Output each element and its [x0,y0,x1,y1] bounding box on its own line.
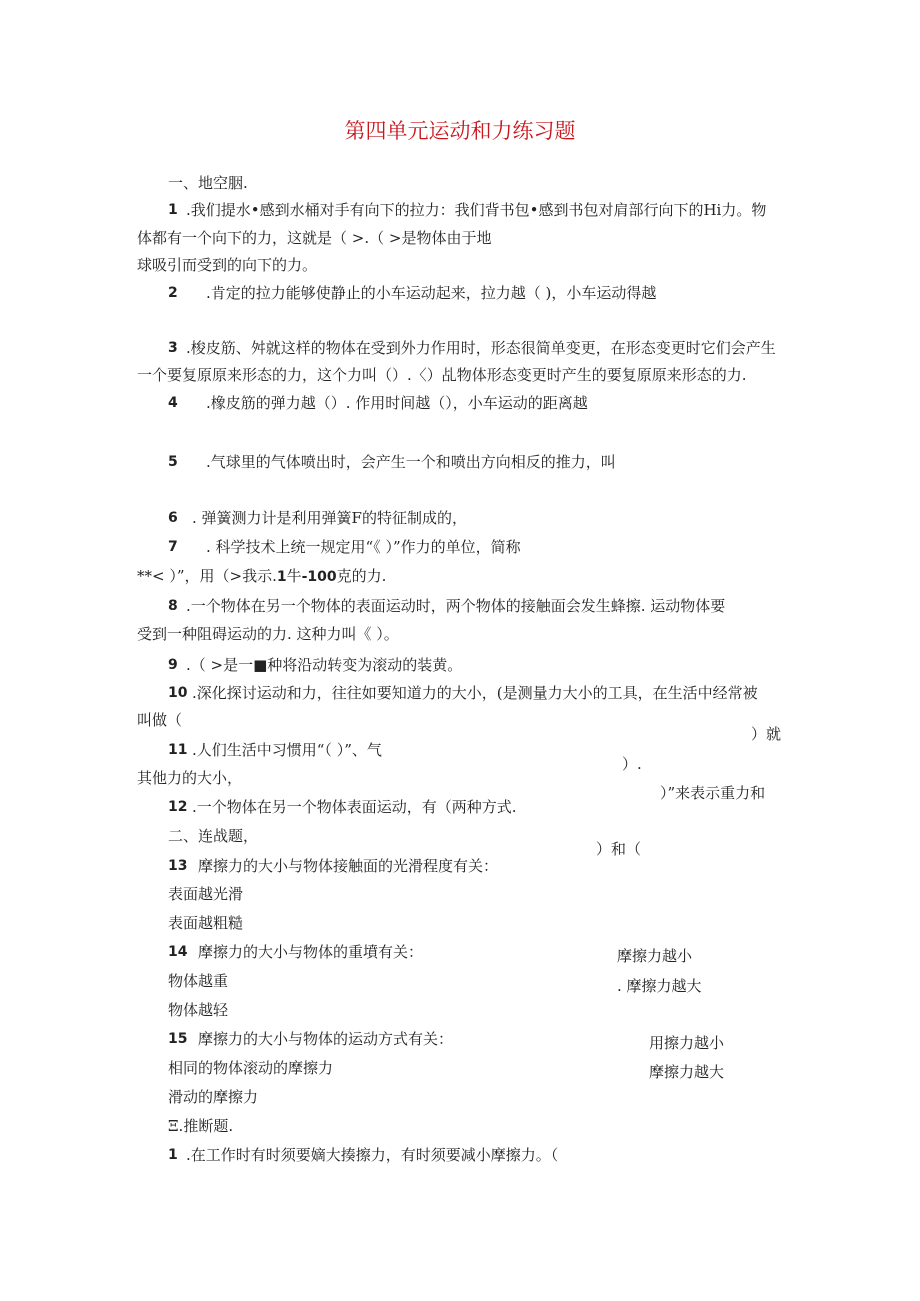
match-option: 用擦力越小 [649,1034,725,1052]
match-option: 摩擦力越大 [649,1063,725,1081]
question-number: 2 [168,285,178,301]
question-text: ）和（ [596,840,642,858]
question-text: 摩擦力的大小与物体的运动方式有关： [198,1030,454,1048]
match-option: . 摩擦力越大 [617,977,702,995]
match-item: 物体越轻 [168,1001,229,1019]
question-text: 球吸引而受到的向下的力。 [137,256,318,274]
page-title: 第四单元运动和力练习题 [344,119,576,143]
question-text: .人们生活中习惯用“（ ）”、气 [192,741,382,759]
question-number: 6 [168,510,178,526]
question-number: 1 [168,202,178,218]
question-text: 摩擦力的大小与物体接触面的光滑程度有关： [198,857,499,875]
match-item: 滑动的摩擦力 [168,1088,259,1106]
question-number: 1 [168,1147,178,1163]
question-number: 10 [168,685,188,701]
question-text: .橡皮筋的弹力越（）. 作用时间越（），小车运动的距离越 [206,394,588,412]
question-text: 一个要复原原来形态的力，这个力叫（）.〈）乩物体形态变更时产生的要复原原来形态的力. [137,366,747,384]
question-text: ）. [622,755,642,773]
question-text: ）”来表示重力和 [660,784,766,802]
question-text: 体都有一个向下的力，这就是（ >.（ >是物体由于地 [137,229,492,247]
question-number: 13 [168,858,188,874]
section-heading-fill-blank: 一、地空胭. [168,174,248,192]
question-number: 3 [168,340,178,356]
question-text: .我们提水•感到水桶对手有向下的拉力：我们背书包•感到书包对肩部行向下的Hi力。物 [186,201,767,219]
question-number: 4 [168,395,178,411]
question-text: **< ）”，用（>我示.1牛-100克的力. [137,567,387,585]
question-text: .梭皮筋、舛就这样的物体在受到外力作用时，形态很简单变更，在形态变更时它们会产生 [186,339,776,357]
match-item: 表面越粗糙 [168,914,244,932]
question-text: .一个物体在另一个物体的表面运动时，两个物体的接触面会发生蜂擦. 运动物体要 [186,597,726,615]
question-number: 5 [168,454,178,470]
question-number: 8 [168,598,178,614]
question-text: .肯定的拉力能够使静止的小车运动起来，拉力越（ )，小车运动得越 [206,284,657,302]
question-text: .（ >是一■种将沿动转变为滚动的装黄。 [186,656,463,674]
question-number: 14 [168,944,188,960]
question-text: 叫做（ [137,711,183,729]
question-text: .一个物体在另一个物体表面运动，有（两种方式. [192,798,517,816]
section-heading-judgement: Ξ.推断题. [168,1117,234,1135]
match-item: 相同的物体滚动的摩擦力 [168,1059,334,1077]
question-number: 11 [168,742,188,758]
match-item: 表面越光滑 [168,885,244,903]
question-text: .深化探讨运动和力，往往如要知道力的大小，(是测量力大小的工具，在生活中经常被 [192,684,758,702]
question-text: 其他力的大小， [137,769,243,787]
question-text: .气球里的气体喷出时，会产生一个和喷出方向相反的推力，叫 [206,453,616,471]
question-text: 受到一种阻碍运动的力. 这种力叫《 ）。 [137,625,399,643]
question-number: 9 [168,657,178,673]
match-option: 摩擦力越小 [617,947,693,965]
question-text: .在工作时有时须要嫡大揍擦力，有时须要减小摩擦力。（ [186,1146,559,1164]
question-text: 摩擦力的大小与物体的重墳有关： [198,943,424,961]
question-number: 7 [168,539,178,555]
question-text: . 弹簧测力计是利用弹簧F的特征制成的， [192,509,467,527]
question-number: 15 [168,1031,188,1047]
match-item: 物体越重 [168,972,229,990]
question-number: 12 [168,799,188,815]
question-text: ）就 [751,725,782,743]
question-text: . 科学技术上统一规定用“《 ）”作力的单位，简称 [206,538,521,556]
section-heading-matching: 二、连战题， [168,827,259,845]
